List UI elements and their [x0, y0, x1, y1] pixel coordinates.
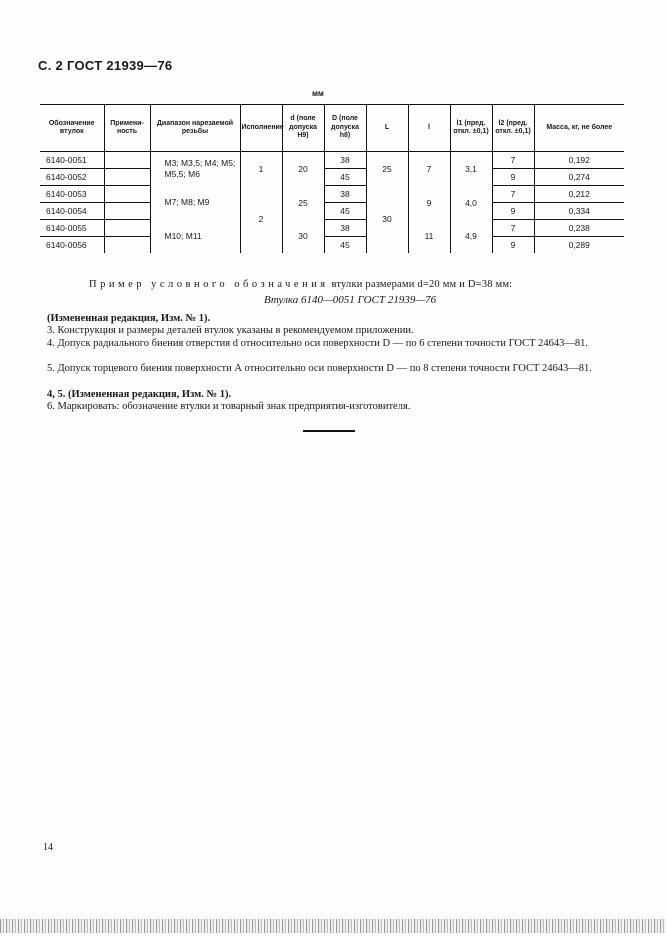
D-cell: 38 — [324, 220, 366, 237]
designation-cell: 6140-0053 — [40, 186, 104, 203]
page-number: 14 — [43, 842, 53, 853]
version-cell: 1 — [240, 152, 282, 186]
d-cell: 25 — [282, 186, 324, 220]
table-row — [40, 186, 624, 203]
L-cell: 30 — [366, 186, 408, 254]
note-item-6: 6. Маркировать: обозначение втулки и товарный знак предприятия-изготовителя. — [47, 401, 411, 412]
l1-cell: 4,9 — [450, 220, 492, 254]
table-row — [40, 169, 624, 186]
mass-cell: 0,238 — [534, 220, 624, 237]
application-cell — [104, 237, 150, 254]
D-cell: 45 — [324, 203, 366, 220]
example-designation: Втулка 6140—0051 ГОСТ 21939—76 — [264, 294, 437, 306]
l2-cell: 7 — [492, 220, 534, 237]
application-cell — [104, 203, 150, 220]
l2-cell: 9 — [492, 169, 534, 186]
l-cell: 7 — [408, 152, 450, 186]
mass-cell: 0,289 — [534, 237, 624, 254]
example-line — [89, 279, 512, 290]
D-cell: 45 — [324, 237, 366, 254]
units-label: мм — [312, 89, 324, 98]
mass-cell: 0,274 — [534, 169, 624, 186]
d-cell: 20 — [282, 152, 324, 186]
header-l2: l2 (пред. откл. ±0,1) — [492, 105, 534, 152]
l2-cell: 7 — [492, 186, 534, 203]
l2-cell: 9 — [492, 237, 534, 254]
mass-cell: 0,192 — [534, 152, 624, 169]
header-designation: Обозначение втулок — [40, 105, 104, 152]
L-cell: 25 — [366, 152, 408, 186]
mass-cell: 0,334 — [534, 203, 624, 220]
application-cell — [104, 152, 150, 169]
header-D: D (поле допуска h8) — [324, 105, 366, 152]
header-thread-range: Диапазон нарезаемой резьбы — [150, 105, 240, 152]
header-application: Примени-ность — [104, 105, 150, 152]
thread-range-cell: М3; М3,5; М4; М5; М5,5; М6 — [150, 152, 240, 186]
note-item-4: 4. Допуск радиального биения отверстия d относительно оси поверхности D — по 6 степени точности ГОСТ 24643—81. — [47, 338, 589, 349]
table-row — [40, 220, 624, 237]
d-cell: 30 — [282, 220, 324, 254]
application-cell — [104, 169, 150, 186]
l1-cell: 4,0 — [450, 186, 492, 220]
D-cell: 38 — [324, 186, 366, 203]
example-intro-spaced: Пример условного обозначения — [89, 279, 329, 290]
application-cell — [104, 220, 150, 237]
note-item-5: 5. Допуск торцевого биения поверхности А относительно оси поверхности D — по 8 степени точности ГОСТ 24643—81. — [47, 363, 592, 374]
thread-range-cell: М10; М11 — [150, 220, 240, 254]
D-cell: 38 — [324, 152, 366, 169]
table-row — [40, 237, 624, 254]
l-cell: 11 — [408, 220, 450, 254]
revision-note-1: (Измененная редакция, Изм. № 1). — [47, 313, 211, 324]
revision-note-45: 4, 5. (Измененная редакция, Изм. № 1). — [47, 389, 232, 400]
designation-cell: 6140-0052 — [40, 169, 104, 186]
table-row — [40, 203, 624, 220]
example-intro-rest: втулки размерами d=20 мм и D=38 мм: — [331, 279, 513, 290]
designation-cell: 6140-0054 — [40, 203, 104, 220]
dimensions-table — [40, 104, 624, 253]
header-mass: Масса, кг, не более — [534, 105, 624, 152]
header-l: l — [408, 105, 450, 152]
D-cell: 45 — [324, 169, 366, 186]
designation-cell: 6140-0056 — [46, 240, 87, 250]
l2-cell: 9 — [492, 203, 534, 220]
note-item-3: 3. Конструкция и размеры деталей втулок указаны в рекомендуемом приложении. — [47, 325, 414, 336]
application-cell — [104, 186, 150, 203]
l2-cell: 7 — [492, 152, 534, 169]
designation-cell: 6140-0055 — [40, 220, 104, 237]
l1-cell: 3,1 — [450, 152, 492, 186]
header-l1: l1 (пред. откл. ±0,1) — [450, 105, 492, 152]
mass-cell: 0,212 — [534, 186, 624, 203]
version-cell: 2 — [240, 186, 282, 254]
header-version: Исполнение — [240, 105, 282, 152]
table-row — [40, 152, 624, 169]
page-header: С. 2 ГОСТ 21939—76 — [38, 58, 173, 73]
header-d: d (поле допуска H9) — [282, 105, 324, 152]
header-L: L — [366, 105, 408, 152]
table-header-row — [40, 105, 624, 152]
l-cell: 9 — [408, 186, 450, 220]
end-divider — [303, 430, 355, 432]
thread-range-cell: М7; М8; М9 — [150, 186, 240, 220]
designation-cell: 6140-0051 — [40, 152, 104, 169]
scan-noise-strip — [0, 919, 666, 933]
